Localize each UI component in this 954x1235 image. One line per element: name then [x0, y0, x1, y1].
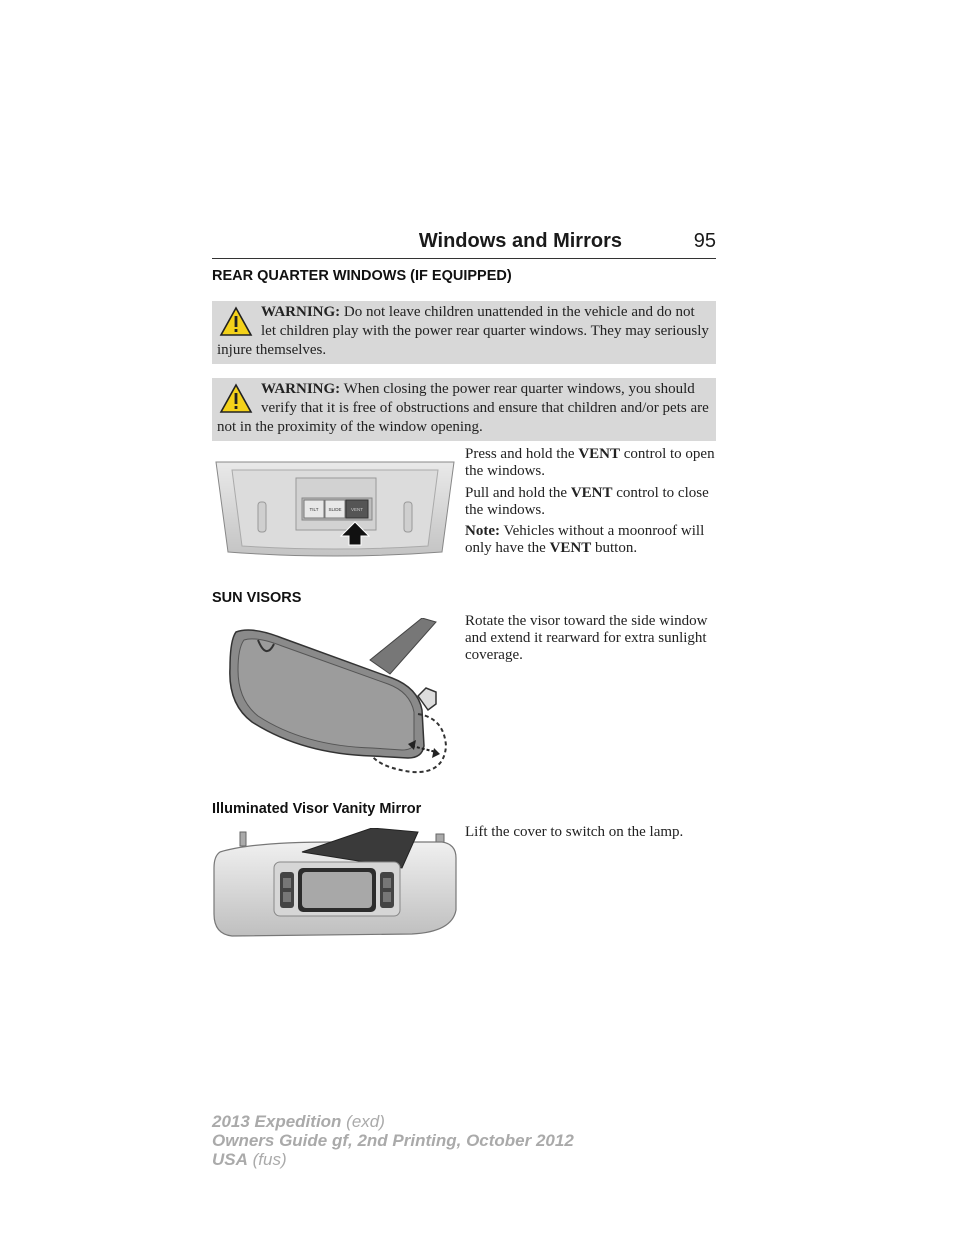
vanity-mirror-heading: Illuminated Visor Vanity Mirror [212, 801, 422, 817]
arrow-right-icon [432, 748, 440, 758]
slide-label: SLIDE [328, 507, 342, 512]
moonroof-note: Note: Vehicles without a moonroof will only have the VENT button. [465, 523, 705, 556]
sun-visors-heading: SUN VISORS [212, 590, 302, 606]
warning-label: WARNING: [261, 304, 341, 320]
warning-text: Do not leave children unattended in the vehicle and do not let children play with the power rear quarter windows. They may seriously injure themselves. [217, 304, 709, 358]
section-title: Windows and Mirrors [418, 230, 622, 252]
overhead-console-figure [214, 448, 456, 560]
rear-quarter-windows-heading: REAR QUARTER WINDOWS (IF EQUIPPED) [212, 268, 512, 284]
page-number: 95 [693, 230, 716, 252]
sun-visor-figure [222, 618, 448, 778]
header-rule [212, 258, 716, 259]
warning-box-2 [212, 378, 716, 441]
footer-line-1: 2013 Expedition (exd) [212, 1112, 385, 1131]
warning-triangle-icon [219, 382, 253, 416]
tilt-label: TILT [309, 507, 319, 512]
warning-text: When closing the power rear quarter windows, you should verify that it is free of obstructions and ensure that children and/or pets are not in the proximity of the window opening. [217, 381, 709, 435]
warning-label: WARNING: [261, 381, 341, 397]
vanity-mirror-figure [212, 828, 458, 940]
footer-line-3: USA (fus) [212, 1150, 287, 1169]
vent-close-instruction: Pull and hold the VENT control to close the windows. [465, 485, 709, 518]
right-lamp [380, 872, 394, 908]
footer-line-2: Owners Guide gf, 2nd Printing, October 2012 [212, 1131, 574, 1150]
left-lamp [280, 872, 294, 908]
sun-visor-instruction: Rotate the visor toward the side window and extend it rearward for extra sunlight coverage. [465, 613, 708, 663]
warning-triangle-icon [219, 305, 253, 339]
warning-box-1 [212, 301, 716, 364]
vent-open-instruction: Press and hold the VENT control to open the windows. [465, 446, 715, 479]
vanity-mirror-instruction: Lift the cover to switch on the lamp. [465, 824, 684, 840]
vent-label: VENT [350, 507, 364, 512]
